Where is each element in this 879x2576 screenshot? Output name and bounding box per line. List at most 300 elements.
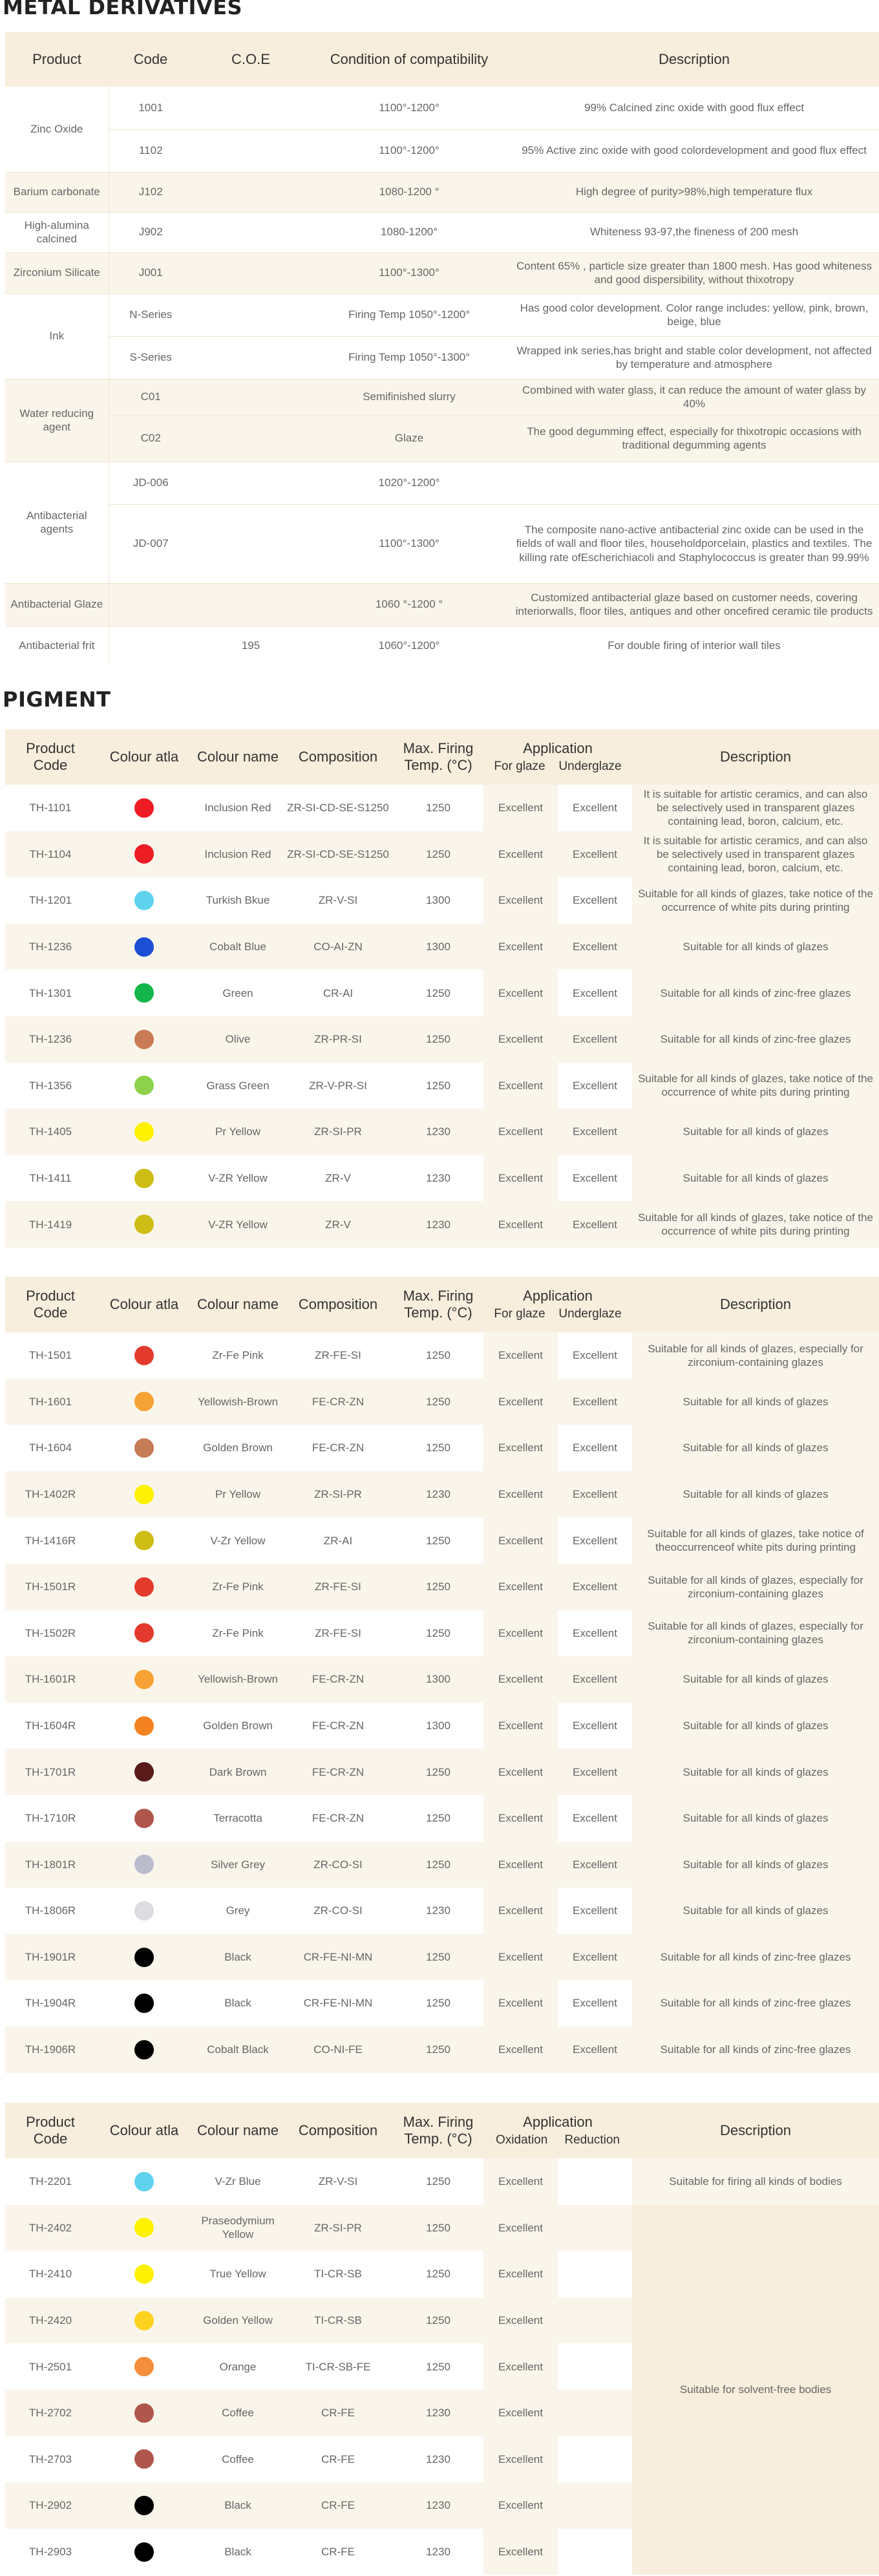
description-text: Suitable for all kinds of zinc-free glazes (632, 1016, 879, 1063)
application-value-1: Excellent (483, 1016, 558, 1063)
product-code: TH-1104 (5, 831, 96, 878)
subheader-2: Underglaze (558, 1306, 622, 1321)
description-text: Suitable for all kinds of glazes, take notice of the occurrence of white pits during printing (632, 1201, 879, 1248)
colour-name: Cobalt Black (193, 2027, 283, 2073)
description-text: Suitable for all kinds of zinc-free glazes (632, 970, 879, 1016)
table-row (5, 1332, 879, 1379)
colour-name: Black (193, 2482, 283, 2529)
table-row (5, 1749, 879, 1795)
description-text: Has good color development. Color range includes: yellow, pink, brown, beige, blue (509, 293, 879, 336)
colour-swatch (134, 1901, 154, 1921)
colour-name: Black (193, 1980, 283, 2027)
colour-swatch (134, 844, 154, 864)
application-value-1: Excellent (483, 970, 558, 1016)
description-text: Suitable for all kinds of glazes (632, 1749, 879, 1795)
product-code: TH-1101 (5, 785, 96, 831)
product-code: JD-007 (109, 504, 193, 583)
description-text: Content 65% , particle size greater than 1800 mesh. Has good whiteness and good dispersibility, without thixotropy (509, 252, 879, 293)
application-value-1: Excellent (483, 1471, 558, 1518)
max-firing-temp: 1250 (393, 1016, 483, 1063)
colour-swatch (134, 1392, 154, 1411)
colour-swatch (134, 2040, 154, 2060)
product-code: TH-1501 (5, 1332, 96, 1379)
colour-name: Black (193, 2529, 283, 2575)
application-value-2: Excellent (558, 1610, 632, 1657)
application-value-1: Excellent (483, 1795, 558, 1842)
colour-name: Green (193, 970, 283, 1016)
product-code: C02 (109, 415, 193, 462)
table-row (5, 1934, 879, 1981)
max-firing-temp: 1250 (393, 1332, 483, 1379)
header-product-code: Product Code (5, 2103, 96, 2158)
max-firing-temp: 1250 (393, 1749, 483, 1795)
application-value-1: Excellent (483, 1842, 558, 1888)
colour-swatch (134, 1762, 154, 1782)
header-row (5, 1277, 879, 1332)
colour-swatch-cell (96, 1749, 193, 1795)
application-value-2: Excellent (558, 1201, 632, 1248)
colour-name: Grass Green (193, 1063, 283, 1109)
composition: FE-CR-ZN (283, 1703, 393, 1749)
colour-name: True Yellow (193, 2251, 283, 2297)
table-row (5, 1795, 879, 1842)
description-text: The good degumming effect, especially for thixotropic occasions with traditional degumming agents (509, 415, 879, 462)
composition: CR-FE (283, 2529, 393, 2575)
header-description: Description (632, 729, 879, 785)
composition: ZR-V-PR-SI (283, 1063, 393, 1109)
description-text: Suitable for all kinds of glazes, take notice of the occurrence of white pits during printing (632, 877, 879, 924)
max-firing-temp: 1250 (393, 1842, 483, 1888)
product-code: TH-1201 (5, 877, 96, 924)
colour-swatch-cell (96, 1201, 193, 1248)
header-colour-atlas: Colour atla (96, 1277, 193, 1332)
max-firing-temp: 1250 (393, 2205, 483, 2251)
application-value-1: Excellent (483, 2205, 558, 2251)
composition: ZR-SI-PR (283, 1471, 393, 1518)
header-application (483, 2103, 632, 2158)
composition: ZR-AI (283, 1517, 393, 1564)
application-value-1: Excellent (483, 2529, 558, 2575)
max-firing-temp: 1250 (393, 2158, 483, 2205)
colour-swatch-cell (96, 785, 193, 831)
table-row (5, 831, 879, 878)
colour-swatch (134, 2357, 154, 2376)
application-label: Application (523, 740, 593, 757)
composition: ZR-PR-SI (283, 1016, 393, 1063)
condition-value: 1100°-1300° (309, 504, 509, 583)
header-product-code: Product Code (5, 729, 96, 785)
max-firing-temp: 1230 (393, 1155, 483, 1202)
product-name: Zinc Oxide (5, 87, 109, 172)
condition-value: 1080-1200° (309, 212, 509, 252)
application-label: Application (523, 2114, 593, 2131)
application-value-2: Excellent (558, 1425, 632, 1471)
table-row (5, 924, 879, 970)
colour-swatch (134, 1809, 154, 1828)
description-text: Suitable for all kinds of glazes, take notice of the occurrence of white pits during printing (632, 1063, 879, 1109)
colour-swatch (134, 1076, 154, 1095)
table-row (5, 1610, 879, 1657)
description-text: Suitable for all kinds of glazes (632, 1795, 879, 1842)
product-name: High-alumina calcined (5, 212, 109, 252)
application-value-1: Excellent (483, 1934, 558, 1981)
colour-swatch-cell (96, 1842, 193, 1888)
composition: ZR-SI-CD-SE-S1250 (283, 831, 393, 878)
subheader-1: For glaze (494, 759, 545, 773)
colour-name: Turkish Bkue (193, 877, 283, 924)
table-row (5, 1842, 879, 1888)
application-value-2: Excellent (558, 1842, 632, 1888)
max-firing-temp: 1250 (393, 1063, 483, 1109)
description-text: Suitable for all kinds of zinc-free glazes (632, 2027, 879, 2073)
product-code: TH-1236 (5, 1016, 96, 1063)
product-code: TH-1710R (5, 1795, 96, 1842)
colour-swatch-cell (96, 1934, 193, 1981)
table-row (5, 877, 879, 924)
application-value-2 (558, 2390, 632, 2436)
application-subheaders (487, 2133, 628, 2147)
composition: CR-AI (283, 970, 393, 1016)
application-value-2: Excellent (558, 1749, 632, 1795)
table-row (5, 626, 879, 665)
condition-value: Glaze (309, 415, 509, 462)
colour-swatch-cell (96, 2297, 193, 2344)
max-firing-temp: 1230 (393, 2529, 483, 2575)
colour-swatch (134, 1215, 154, 1234)
application-value-2: Excellent (558, 831, 632, 878)
application-value-1: Excellent (483, 2436, 558, 2483)
condition-value: Semifinished slurry (309, 379, 509, 415)
application-value-1: Excellent (483, 1517, 558, 1564)
description-text: Suitable for all kinds of glazes (632, 1109, 879, 1155)
colour-name: Yellowish-Brown (193, 1656, 283, 1703)
application-value-1: Excellent (483, 1063, 558, 1109)
application-value-2 (558, 2343, 632, 2390)
colour-swatch (134, 1994, 154, 2013)
colour-swatch (134, 1716, 154, 1736)
product-code: C01 (109, 379, 193, 415)
application-value-2 (558, 2251, 632, 2297)
composition: ZR-FE-SI (283, 1564, 393, 1610)
description-text: Suitable for all kinds of glazes (632, 1155, 879, 1202)
table-row (5, 293, 879, 336)
colour-swatch (134, 2264, 154, 2284)
max-firing-temp: 1230 (393, 2482, 483, 2529)
colour-swatch-cell (96, 1109, 193, 1155)
header-product-code: Product Code (5, 1277, 96, 1332)
colour-swatch-cell (96, 1517, 193, 1564)
colour-swatch-cell (96, 831, 193, 878)
product-code: TH-1402R (5, 1471, 96, 1518)
composition: ZR-V-SI (283, 877, 393, 924)
application-value-2: Excellent (558, 1564, 632, 1610)
colour-swatch (134, 1346, 154, 1365)
condition-value: 1080-1200 ° (309, 172, 509, 212)
product-name: Barium carbonate (5, 172, 109, 212)
product-code: TH-1356 (5, 1063, 96, 1109)
colour-swatch-cell (96, 1379, 193, 1425)
product-name: Zirconium Silicate (5, 252, 109, 293)
table-row (5, 1471, 879, 1518)
product-code: TH-1419 (5, 1201, 96, 1248)
composition: ZR-SI-PR (283, 2205, 393, 2251)
colour-swatch (134, 1531, 154, 1550)
max-firing-temp: 1230 (393, 2436, 483, 2483)
table-row (5, 1564, 879, 1610)
application-value-2: Excellent (558, 877, 632, 924)
application-subheaders (487, 760, 628, 774)
composition: ZR-V (283, 1201, 393, 1248)
application-value-2 (558, 2436, 632, 2483)
application-value-1: Excellent (483, 1564, 558, 1610)
max-firing-temp: 1250 (393, 1379, 483, 1425)
colour-name: Zr-Fe Pink (193, 1332, 283, 1379)
description-text: Suitable for all kinds of glazes, especially for zirconium-containing glazes (632, 1610, 879, 1657)
coe-value (193, 504, 309, 583)
application-value-1: Excellent (483, 1425, 558, 1471)
table-row (5, 212, 879, 252)
coe-value (193, 336, 309, 379)
application-value-1: Excellent (483, 924, 558, 970)
colour-swatch (134, 891, 154, 910)
colour-swatch-cell (96, 1980, 193, 2027)
subheader-2: Reduction (564, 2133, 620, 2147)
colour-swatch-cell (96, 1656, 193, 1703)
colour-name: Cobalt Blue (193, 924, 283, 970)
coe-value (193, 87, 309, 129)
colour-name: Olive (193, 1016, 283, 1063)
max-firing-temp: 1250 (393, 2343, 483, 2390)
max-firing-temp: 1250 (393, 2297, 483, 2344)
pigment-title: PIGMENT (3, 687, 111, 712)
composition: FE-CR-ZN (283, 1425, 393, 1471)
product-code: TH-1405 (5, 1109, 96, 1155)
application-value-2: Excellent (558, 1703, 632, 1749)
product-code: TH-1411 (5, 1155, 96, 1202)
table-row (5, 1379, 879, 1425)
max-firing-temp: 1250 (393, 831, 483, 878)
table-row (5, 785, 879, 831)
description-text: Suitable for all kinds of glazes (632, 1656, 879, 1703)
colour-name: Orange (193, 2343, 283, 2390)
colour-swatch (134, 798, 154, 818)
colour-swatch (134, 1169, 154, 1188)
colour-swatch (134, 2403, 154, 2423)
description-text: Suitable for all kinds of glazes, especially for zirconium-containing glazes (632, 1332, 879, 1379)
composition: ZR-SI-PR (283, 1109, 393, 1155)
table-row (5, 1980, 879, 2027)
condition-value: 1100°-1200° (309, 129, 509, 172)
colour-name: Inclusion Red (193, 831, 283, 878)
header-application (483, 1277, 632, 1332)
application-value-1: Excellent (483, 2251, 558, 2297)
application-value-2: Excellent (558, 1934, 632, 1981)
colour-swatch (134, 1855, 154, 1874)
coe-value (193, 415, 309, 462)
colour-swatch-cell (96, 2251, 193, 2297)
header-colour-name: Colour name (193, 1277, 283, 1332)
table-row (5, 129, 879, 172)
header-max-firing-temp: Max. Firing Temp. (°C) (393, 729, 483, 785)
description-text: Suitable for all kinds of glazes (632, 1425, 879, 1471)
application-value-1: Excellent (483, 1610, 558, 1657)
colour-swatch-cell (96, 1332, 193, 1379)
composition: ZR-CO-SI (283, 1888, 393, 1934)
colour-name: Pr Yellow (193, 1109, 283, 1155)
colour-name: Dark Brown (193, 1749, 283, 1795)
colour-swatch-cell (96, 2158, 193, 2205)
header-colour-name: Colour name (193, 729, 283, 785)
description-text: Whiteness 93-97,the fineness of 200 mesh (509, 212, 879, 252)
application-value-1: Excellent (483, 785, 558, 831)
application-value-2: Excellent (558, 924, 632, 970)
colour-swatch (134, 1577, 154, 1597)
header-max-firing-temp: Max. Firing Temp. (°C) (393, 1277, 483, 1332)
colour-swatch-cell (96, 1425, 193, 1471)
max-firing-temp: 1250 (393, 1980, 483, 2027)
application-value-2: Excellent (558, 1155, 632, 1202)
composition: TI-CR-SB (283, 2251, 393, 2297)
colour-swatch-cell (96, 1564, 193, 1610)
application-value-1: Excellent (483, 2482, 558, 2529)
header-colour-atlas: Colour atla (96, 729, 193, 785)
header-colour-atlas: Colour atla (96, 2103, 193, 2158)
colour-swatch-cell (96, 2343, 193, 2390)
colour-name: Silver Grey (193, 1842, 283, 1888)
product-code (109, 583, 193, 626)
coe-value (193, 212, 309, 252)
max-firing-temp: 1300 (393, 1656, 483, 1703)
composition: CO-NI-FE (283, 2027, 393, 2073)
colour-swatch (134, 1670, 154, 1689)
product-code: TH-1901R (5, 1934, 96, 1981)
colour-swatch (134, 2449, 154, 2469)
composition: CR-FE (283, 2436, 393, 2483)
description-text: Customized antibacterial glaze based on customer needs, covering interiorwalls, floor tiles, antiques and other oncefired ceramic tile products (509, 583, 879, 626)
composition: TI-CR-SB-FE (283, 2343, 393, 2390)
product-code: TH-1801R (5, 1842, 96, 1888)
product-name: Water reducing agent (5, 379, 109, 462)
colour-name: Golden Yellow (193, 2297, 283, 2344)
composition: ZR-V (283, 1155, 393, 1202)
application-value-1: Excellent (483, 1155, 558, 1202)
product-code: TH-2410 (5, 2251, 96, 2297)
description-text: Suitable for all kinds of glazes (632, 1703, 879, 1749)
description-text: Suitable for all kinds of glazes (632, 1888, 879, 1934)
description-text: Suitable for all kinds of glazes (632, 1842, 879, 1888)
table-row (5, 2027, 879, 2073)
product-code: TH-2402 (5, 2205, 96, 2251)
application-value-1: Excellent (483, 2390, 558, 2436)
application-value-2 (558, 2205, 632, 2251)
max-firing-temp: 1250 (393, 970, 483, 1016)
header-description: Description (509, 32, 879, 87)
colour-swatch (134, 1122, 154, 1142)
application-value-1: Excellent (483, 1703, 558, 1749)
coe-value (193, 379, 309, 415)
application-value-1: Excellent (483, 877, 558, 924)
header-condition: Condition of compatibility (309, 32, 509, 87)
application-value-1: Excellent (483, 1201, 558, 1248)
composition: ZR-V-SI (283, 2158, 393, 2205)
max-firing-temp: 1230 (393, 2390, 483, 2436)
description-text: High degree of purity>98%,high temperature flux (509, 172, 879, 212)
colour-name: V-ZR Yellow (193, 1201, 283, 1248)
table-row (5, 336, 879, 379)
application-value-2: Excellent (558, 1656, 632, 1703)
table-row (5, 1063, 879, 1109)
header-description: Description (632, 2103, 879, 2158)
product-name: Antibacterial agents (5, 462, 109, 583)
condition-value: 1060 °-1200 ° (309, 583, 509, 626)
header-composition: Composition (283, 729, 393, 785)
table-row (5, 504, 879, 583)
product-code: TH-1806R (5, 1888, 96, 1934)
colour-name: V-Zr Blue (193, 2158, 283, 2205)
max-firing-temp: 1250 (393, 1425, 483, 1471)
product-code: TH-1906R (5, 2027, 96, 2073)
header-composition: Composition (283, 1277, 393, 1332)
colour-swatch-cell (96, 1016, 193, 1063)
product-code: S-Series (109, 336, 193, 379)
table-row (5, 252, 879, 293)
table-row (5, 172, 879, 212)
composition: CO-AI-ZN (283, 924, 393, 970)
subheader-1: Oxidation (496, 2133, 548, 2147)
colour-swatch (134, 983, 154, 1003)
table-row (5, 1201, 879, 1248)
colour-name: Golden Brown (193, 1703, 283, 1749)
composition: ZR-SI-CD-SE-S1250 (283, 785, 393, 831)
composition: FE-CR-ZN (283, 1795, 393, 1842)
application-label: Application (523, 1288, 593, 1304)
colour-name: Inclusion Red (193, 785, 283, 831)
product-code: J902 (109, 212, 193, 252)
application-subheaders (487, 1307, 628, 1321)
max-firing-temp: 1230 (393, 1109, 483, 1155)
max-firing-temp: 1250 (393, 1795, 483, 1842)
max-firing-temp: 1230 (393, 1201, 483, 1248)
colour-swatch-cell (96, 2529, 193, 2575)
application-value-1: Excellent (483, 1980, 558, 2027)
coe-value (193, 252, 309, 293)
pigment-table-3 (5, 2103, 879, 2575)
header-code: Code (109, 32, 193, 87)
max-firing-temp: 1250 (393, 1934, 483, 1981)
max-firing-temp: 1250 (393, 1564, 483, 1610)
colour-swatch (134, 1438, 154, 1458)
description-text: Wrapped ink series,has bright and stable color development, not affected by temperature and atmosphere (509, 336, 879, 379)
colour-name: Coffee (193, 2436, 283, 2483)
application-value-1: Excellent (483, 1379, 558, 1425)
colour-swatch (134, 2218, 154, 2237)
table-row (5, 379, 879, 415)
coe-value: 195 (193, 626, 309, 665)
description-text: Suitable for solvent-free bodies (632, 2205, 879, 2575)
max-firing-temp: 1250 (393, 1610, 483, 1657)
colour-swatch (134, 1030, 154, 1049)
colour-swatch-cell (96, 924, 193, 970)
colour-swatch (134, 937, 154, 957)
description-text: The composite nano-active antibacterial zinc oxide can be used in the fields of wall and floor tiles, householdporcelain, plastics and textiles. The killing rate ofEscherichiacoli and Staphylococcus is greater than 99.99% (509, 504, 879, 583)
composition: CR-FE (283, 2390, 393, 2436)
product-code: TH-2201 (5, 2158, 96, 2205)
product-name: Ink (5, 293, 109, 379)
application-value-1: Excellent (483, 2158, 558, 2205)
colour-swatch-cell (96, 2205, 193, 2251)
colour-name: Zr-Fe Pink (193, 1564, 283, 1610)
product-name: Antibacterial frit (5, 626, 109, 665)
